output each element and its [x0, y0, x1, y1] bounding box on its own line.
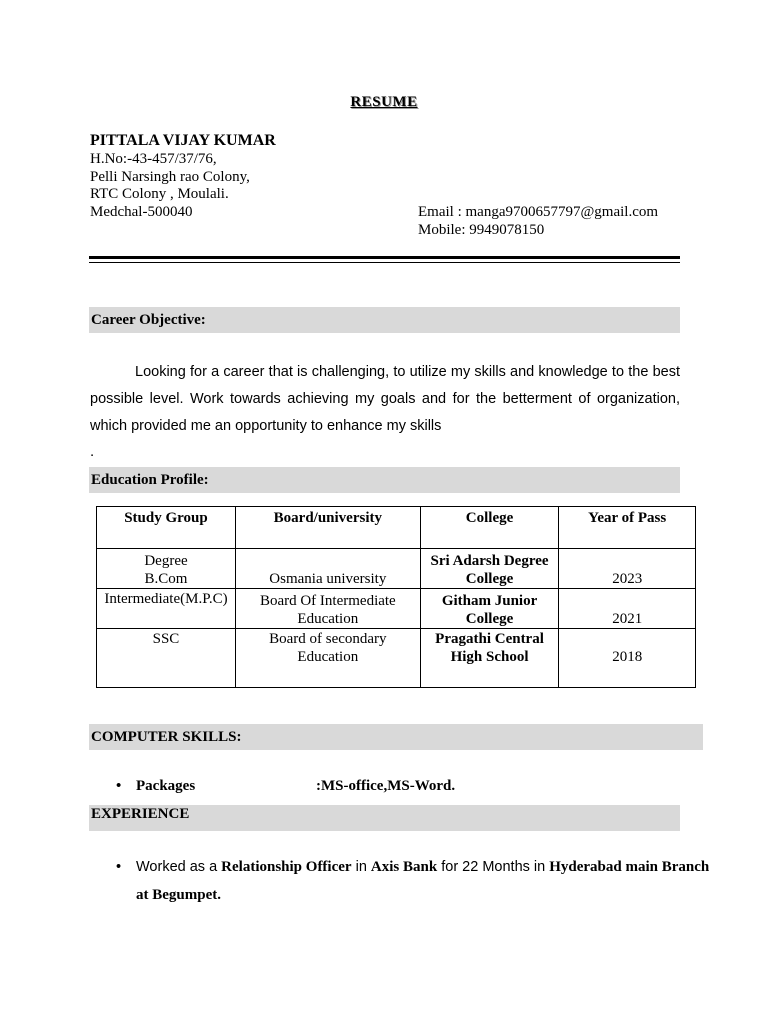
cell-board: Board Of Intermediate Education — [235, 589, 420, 629]
cell-college: Pragathi Central High School — [420, 629, 559, 688]
experience-role: Relationship Officer — [221, 859, 352, 875]
career-objective-text: Looking for a career that is challenging, to utilize my skills and knowledge to the best possible level. Work towards achieving my goals and for the betterment of organization, which provided me an opportunity to enhance my skills — [90, 364, 680, 434]
page-title: RESUME — [350, 94, 418, 110]
cell-study-group: Degree B.Com — [97, 549, 236, 589]
cell-college: Sri Adarsh Degree College — [420, 549, 559, 589]
table-row — [97, 629, 696, 688]
header-rule-thick — [89, 256, 680, 259]
cell-study-group: Intermediate(M.P.C) — [97, 589, 236, 629]
stray-dot: . — [90, 443, 95, 460]
skills-bullet — [116, 778, 196, 795]
table-row — [97, 549, 696, 589]
mobile-text: Mobile: 9949078150 — [418, 222, 545, 238]
cell-study-group: SSC — [97, 629, 236, 688]
header-rule-thin — [89, 262, 680, 263]
cell-year: 2021 — [559, 589, 696, 629]
address-line-3: RTC Colony , Moulali. — [90, 186, 229, 202]
table-header-row — [97, 507, 696, 549]
address-line-1: H.No:-43-457/37/76, — [90, 151, 217, 167]
skills-label: Packages — [136, 778, 196, 794]
cell-year: 2023 — [559, 549, 696, 589]
header-board: Board/university — [235, 507, 420, 549]
address-line-4: Medchal-500040 — [90, 204, 193, 220]
experience-location-line2: at Begumpet. — [136, 887, 221, 903]
header-college: College — [420, 507, 559, 549]
education-profile-heading: Education Profile: — [89, 467, 680, 493]
experience-heading: EXPERIENCE — [89, 805, 680, 831]
skills-value: :MS-office,MS-Word. — [316, 778, 456, 794]
experience-company: Axis Bank — [370, 859, 438, 875]
career-objective-heading: Career Objective: — [89, 307, 680, 333]
experience-text: for 22 Months in — [437, 859, 550, 875]
header-year: Year of Pass — [559, 507, 696, 549]
education-table — [96, 506, 696, 688]
experience-bullet — [116, 859, 710, 876]
computer-skills-heading: COMPUTER SKILLS: — [89, 724, 703, 750]
bullet-icon: • — [116, 778, 122, 794]
cell-board: Board of secondary Education — [235, 629, 420, 688]
table-row — [97, 589, 696, 629]
candidate-name: PITTALA VIJAY KUMAR — [90, 132, 276, 149]
cell-board: Osmania university — [235, 549, 420, 589]
experience-text: Worked as a — [136, 859, 222, 875]
bullet-icon: • — [116, 859, 122, 875]
address-line-2: Pelli Narsingh rao Colony, — [90, 169, 250, 185]
email-text: Email : manga9700657797@gmail.com — [418, 204, 659, 220]
experience-location: Hyderabad main Branch — [549, 859, 710, 875]
cell-college: Githam Junior College — [420, 589, 559, 629]
header-study-group: Study Group — [97, 507, 236, 549]
cell-year: 2018 — [559, 629, 696, 688]
experience-text: in — [351, 859, 371, 875]
